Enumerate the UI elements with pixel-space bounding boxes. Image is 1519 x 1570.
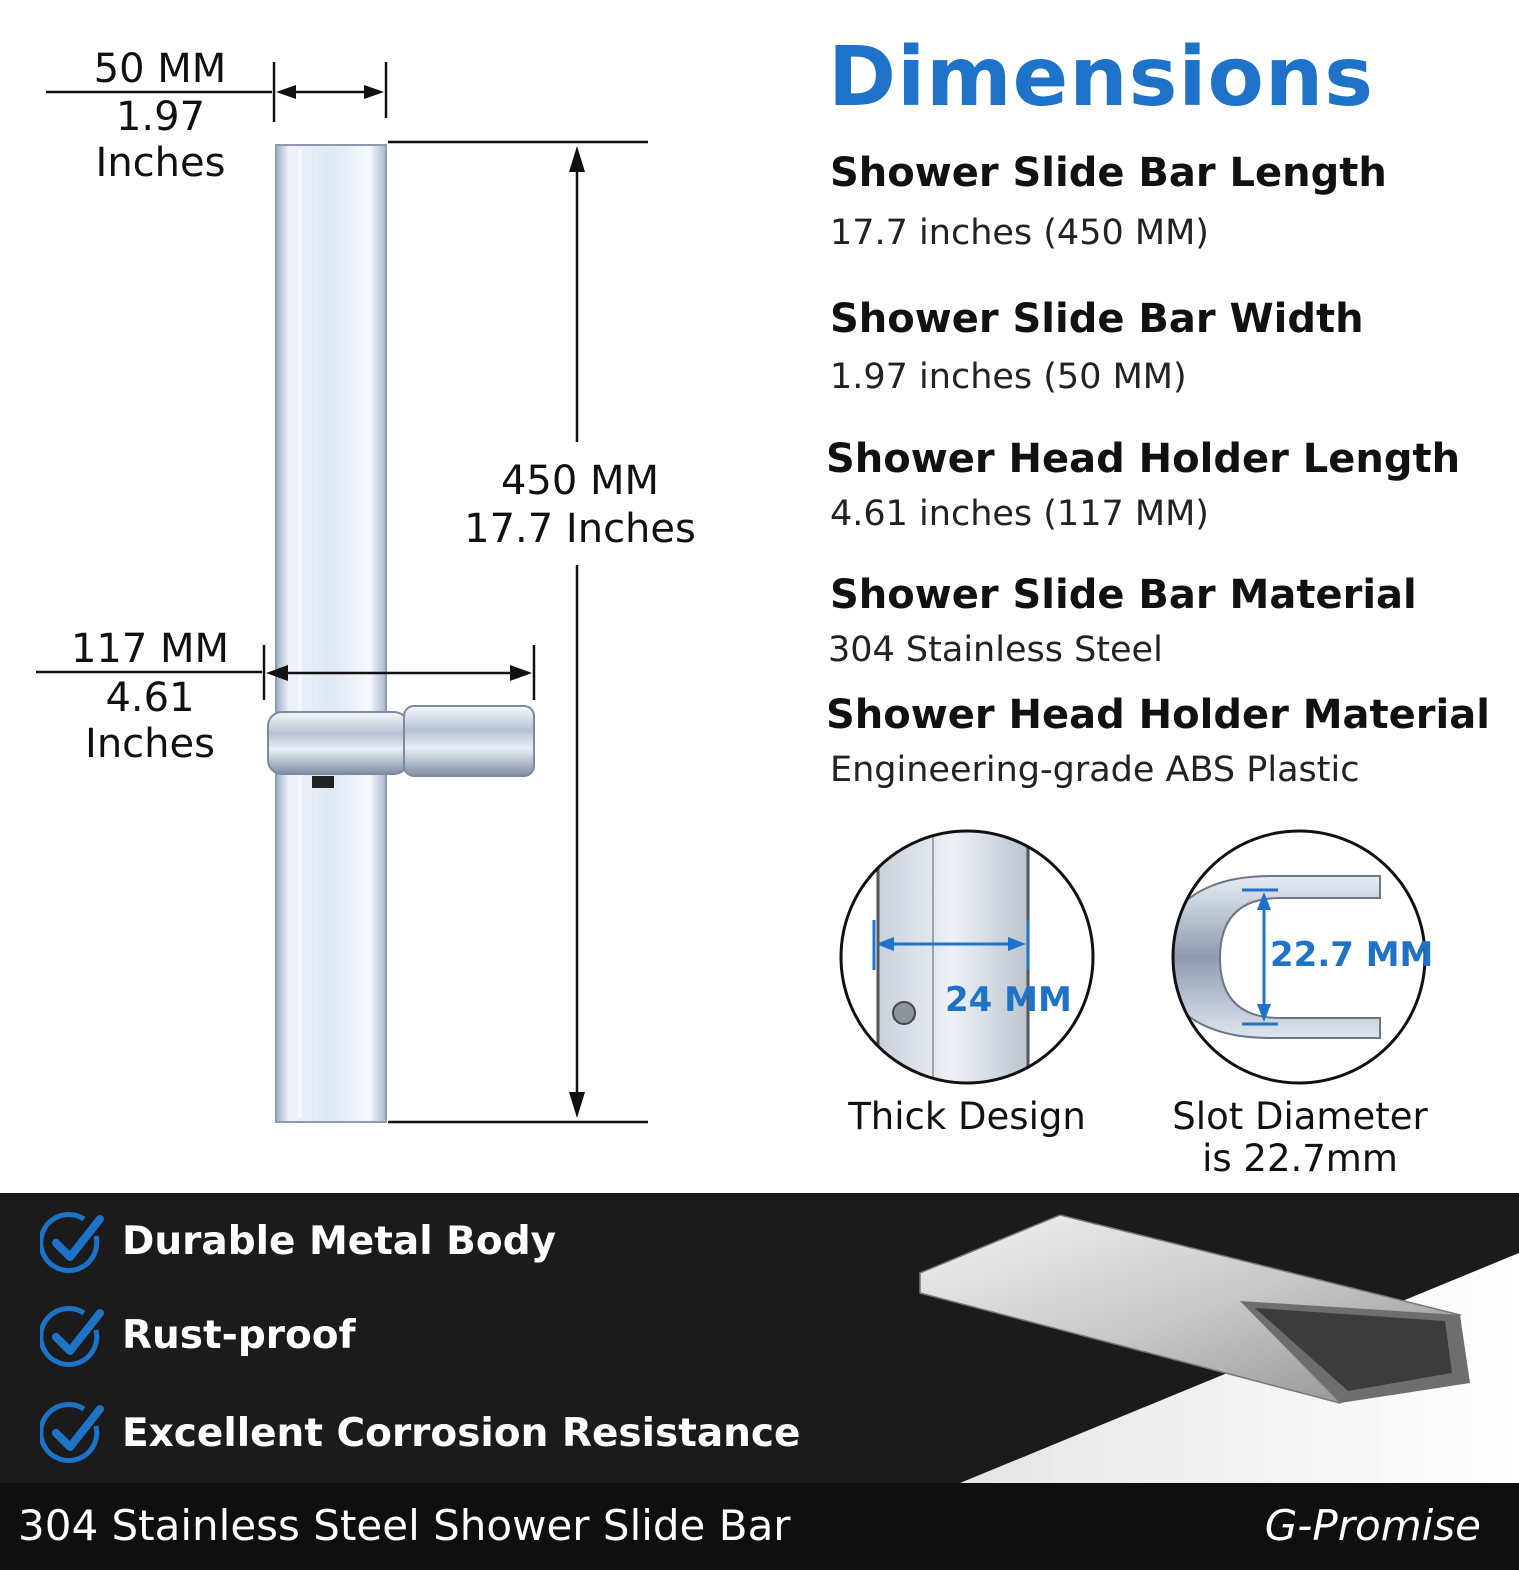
feature-durable-metal-body: Durable Metal Body xyxy=(122,1219,557,1264)
width-mm-label: 50 MM xyxy=(93,46,227,92)
steel-tube-image xyxy=(900,1193,1519,1483)
holder-in-label: 4.61 Inches xyxy=(85,675,215,767)
holder-mm-label: 117 MM xyxy=(70,626,230,672)
thick-design-detail xyxy=(838,828,1096,1086)
feature-corrosion-resistance: Excellent Corrosion Resistance xyxy=(122,1411,801,1456)
feature-rust-proof: Rust-proof xyxy=(122,1313,356,1358)
spec-value-length: 17.7 inches (450 MM) xyxy=(830,213,1209,253)
slot-caption-line2: is 22.7mm xyxy=(1202,1137,1398,1180)
spec-value-bar-material: 304 Stainless Steel xyxy=(828,630,1163,670)
thick-design-caption: Thick Design xyxy=(848,1095,1086,1138)
length-dimension-line xyxy=(388,142,648,1122)
spec-label-holder-material: Shower Head Holder Material xyxy=(826,692,1490,738)
length-in-label: 17.7 Inches xyxy=(464,506,696,552)
spec-label-bar-material: Shower Slide Bar Material xyxy=(830,572,1417,618)
footer-bar xyxy=(0,1483,1519,1570)
page-title: Dimensions xyxy=(828,30,1375,125)
check-circle-icon xyxy=(40,1305,106,1371)
spec-value-holder-material: Engineering-grade ABS Plastic xyxy=(830,750,1360,790)
slot-measure: 22.7 MM xyxy=(1270,935,1434,975)
width-in-label: 1.97 Inches xyxy=(95,94,226,186)
footer-title: 304 Stainless Steel Shower Slide Bar xyxy=(18,1501,791,1550)
spec-label-width: Shower Slide Bar Width xyxy=(830,296,1364,342)
brand-name: G-Promise xyxy=(1264,1501,1481,1550)
spec-value-width: 1.97 inches (50 MM) xyxy=(830,357,1187,397)
length-mm-label: 450 MM xyxy=(500,458,660,504)
thickness-measure: 24 MM xyxy=(945,980,1072,1020)
slide-bar xyxy=(276,145,386,1122)
slot-caption-line1: Slot Diameter xyxy=(1172,1095,1428,1138)
spec-label-length: Shower Slide Bar Length xyxy=(830,150,1387,196)
spec-value-holder-length: 4.61 inches (117 MM) xyxy=(830,494,1209,534)
spec-label-holder-length: Shower Head Holder Length xyxy=(826,436,1461,482)
check-circle-icon xyxy=(40,1401,106,1467)
features-band xyxy=(0,1193,1519,1483)
check-circle-icon xyxy=(40,1211,106,1277)
